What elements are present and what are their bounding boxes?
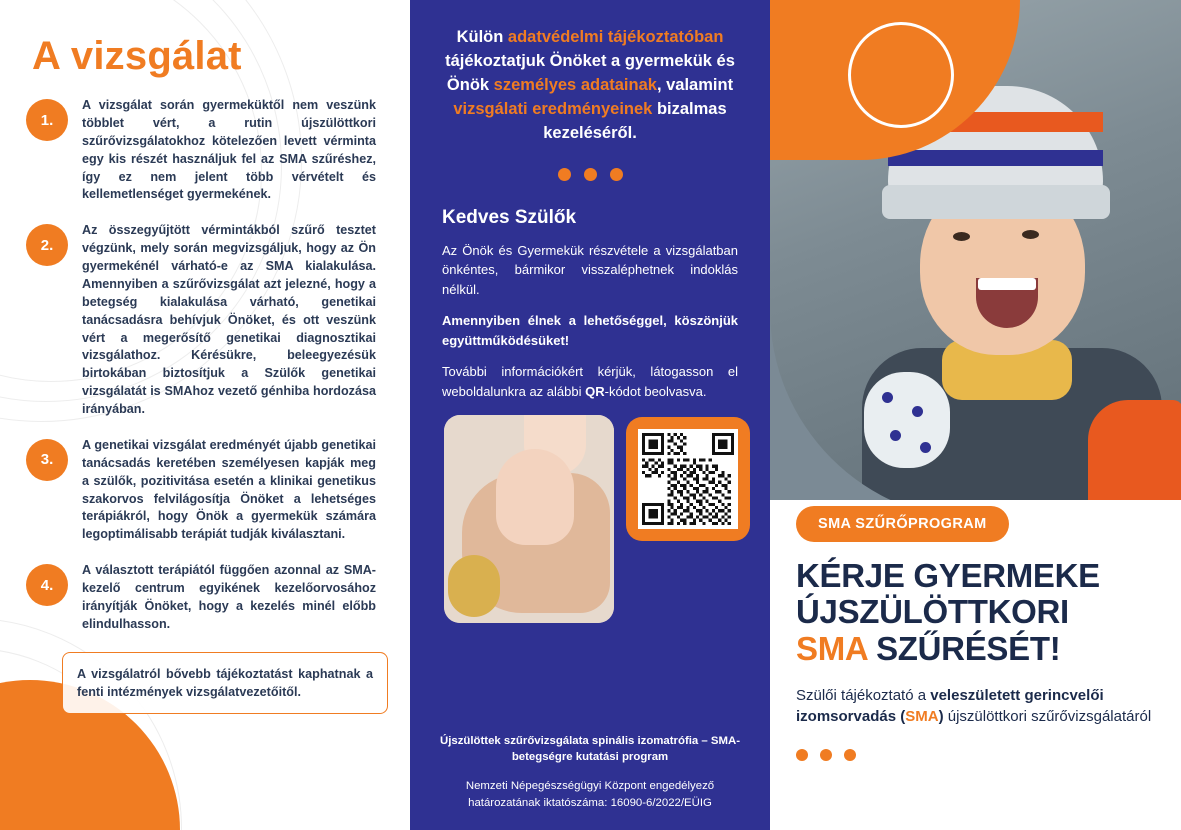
baby-foot-photo bbox=[444, 415, 614, 623]
child-eye-left bbox=[953, 232, 970, 241]
child-teeth-shape bbox=[978, 278, 1036, 290]
qr-code-card[interactable] bbox=[626, 417, 750, 541]
list-item bbox=[26, 562, 376, 634]
desc-post: újszülöttkori szűrővizsgálatáról bbox=[943, 708, 1152, 726]
dot-separator bbox=[442, 168, 738, 181]
dot-icon bbox=[844, 749, 856, 761]
footer-authorization-text: Nemzeti Népegészségügyi Központ engedélyező határozatának iktatószáma: 16090-6/2022/EÜIG bbox=[465, 779, 715, 809]
qr-info-pre: További információkért kérjük, látogasson el weboldalunkra az alábbi bbox=[442, 364, 738, 399]
steps-list bbox=[26, 97, 376, 634]
paragraph-participation: Az Önök és Gyermekük részvétele a vizsgálatban önkéntes, bármikor visszaléphetnek indoklás nélkül. bbox=[442, 242, 738, 297]
mitten-dot bbox=[912, 406, 923, 417]
desc-pre: Szülői tájékoztató a bbox=[796, 686, 931, 704]
step-text: A választott terápiától függően azonnal az SMA-kezelő centrum egyikének kezelőorvosához irányítják Önöket, hogy a kezelés minél előbb elindulhasson. bbox=[82, 563, 376, 631]
mitten-dot bbox=[890, 430, 901, 441]
qr-info-post: -kódot beolvasva. bbox=[604, 383, 707, 399]
list-item bbox=[26, 97, 376, 204]
paragraph-thanks: Amennyiben élnek a lehetőséggel, köszönjük együttműködésüket! bbox=[442, 313, 738, 348]
hat-stripe-navy bbox=[888, 150, 1103, 166]
page-title: A vizsgálat bbox=[32, 34, 242, 78]
step-number: 1. bbox=[26, 99, 68, 141]
dot-icon bbox=[610, 168, 623, 181]
desc-sma-highlight: SMA bbox=[905, 708, 939, 726]
child-eye-right bbox=[1022, 230, 1039, 239]
left-content bbox=[0, 0, 410, 634]
headline-line-2: ÚJSZÜLÖTTKORI bbox=[796, 593, 1069, 631]
mitten-dot bbox=[882, 392, 893, 403]
step-number: 4. bbox=[26, 564, 68, 606]
sponge-shape bbox=[448, 555, 500, 617]
dot-icon bbox=[820, 749, 832, 761]
headline-part: tájékoztatjuk Önöket a gyermekük és Önök bbox=[445, 51, 735, 94]
desc-bold-close: ) bbox=[938, 708, 944, 726]
headline-part-highlight: személyes adatainak bbox=[493, 75, 657, 94]
list-item bbox=[26, 437, 376, 544]
step-number: 2. bbox=[26, 224, 68, 266]
headline-part-highlight: vizsgálati eredményeinek bbox=[453, 99, 653, 118]
child-mitten-shape bbox=[864, 372, 950, 468]
child-photo bbox=[770, 0, 1181, 520]
dot-icon bbox=[796, 749, 808, 761]
headline-part: Külön bbox=[456, 28, 508, 46]
photo-and-qr-row bbox=[442, 415, 738, 623]
info-note-box: A vizsgálatról bővebb tájékoztatást kaphatnak a fenti intézmények vizsgálatvezetőitől. bbox=[62, 652, 388, 715]
step-text: Az összegyűjtött vérmintákból szűrő tesztet végzünk, mely során megvizsgáljuk, hogy az Ön gyermekénél várható-e az SMA kialakulása. Amennyiben a szűrővizsgálat azt jelezné, hogy a betegség kialakulása várható, genetikai tanácsadásra behívjuk Önöket, és ott veszünk vért a megerősítő genetikai diagnosztikai vizsgálathoz. Kérésükre, beleegyezésük birtokában biztosítjuk a Szülők genetikai vizsgálatát is SMAhoz vezető génhiba hordozása irányában. bbox=[82, 223, 376, 416]
right-content bbox=[770, 500, 1181, 830]
qr-info-bold: QR bbox=[585, 383, 605, 399]
headline bbox=[796, 558, 1155, 667]
panel-left bbox=[0, 0, 410, 830]
subtitle-description bbox=[796, 685, 1155, 728]
mitten-dot bbox=[920, 442, 931, 453]
headline-part: , valamint bbox=[656, 75, 734, 94]
panel-right bbox=[770, 0, 1181, 830]
middle-content bbox=[410, 0, 770, 623]
step-text: A genetikai vizsgálat eredményét újabb genetikai tanácsadás keretében személyesen kapják meg a szülők, pozitivitása esetén a klinikai genetikus szakorvos felvilágosítja Önöket a lehetséges terápiákról, hogy Önök a gyermekük számára legoptimálisabb terápiát tudják kiválasztani. bbox=[82, 437, 376, 542]
headline-line-1: KÉRJE GYERMEKE bbox=[796, 557, 1100, 594]
footer-program-title: Újszülöttek szűrővizsgálata spinális izomatrófia – SMA-betegségre kutatási program bbox=[439, 734, 741, 764]
hat-brim-shape bbox=[882, 185, 1110, 219]
panel-middle bbox=[410, 0, 770, 830]
dot-separator bbox=[796, 749, 1155, 761]
step-number: 3. bbox=[26, 439, 68, 481]
dot-icon bbox=[584, 168, 597, 181]
paragraph-qr-info bbox=[442, 362, 738, 401]
qr-code-svg bbox=[642, 433, 734, 525]
status-badge: SMA SZŰRŐPROGRAM bbox=[796, 506, 1009, 542]
list-item bbox=[26, 222, 376, 419]
step-text: A vizsgálat során gyermeküktől nem veszünk többlet vért, a rutin újszülöttkori szűrővizsgálatokhoz kötelezően levett vérminta egy kis részét használjuk fel az SMA szűréshez, így ez nem jelent több vérvételt és kellemetlenséget gyermekének. bbox=[82, 98, 376, 202]
dot-icon bbox=[558, 168, 571, 181]
baby-foot-shape bbox=[496, 449, 574, 545]
circle-outline-decoration bbox=[848, 22, 954, 128]
desc-bold: veleszületett gerincvelői izomsorvadás ( bbox=[796, 686, 1104, 726]
headline-line-3-rest: SZŰRÉSÉT! bbox=[867, 629, 1061, 667]
middle-footer bbox=[410, 733, 770, 812]
section-heading: Kedves Szülők bbox=[442, 206, 577, 228]
privacy-headline bbox=[442, 26, 738, 146]
headline-part: bizalmas kezeléséről. bbox=[543, 99, 727, 142]
qr-code-icon[interactable] bbox=[638, 429, 738, 529]
headline-sma-highlight: SMA bbox=[796, 629, 868, 667]
headline-part-highlight: adatvédelmi tájékoztatóban bbox=[507, 28, 724, 46]
